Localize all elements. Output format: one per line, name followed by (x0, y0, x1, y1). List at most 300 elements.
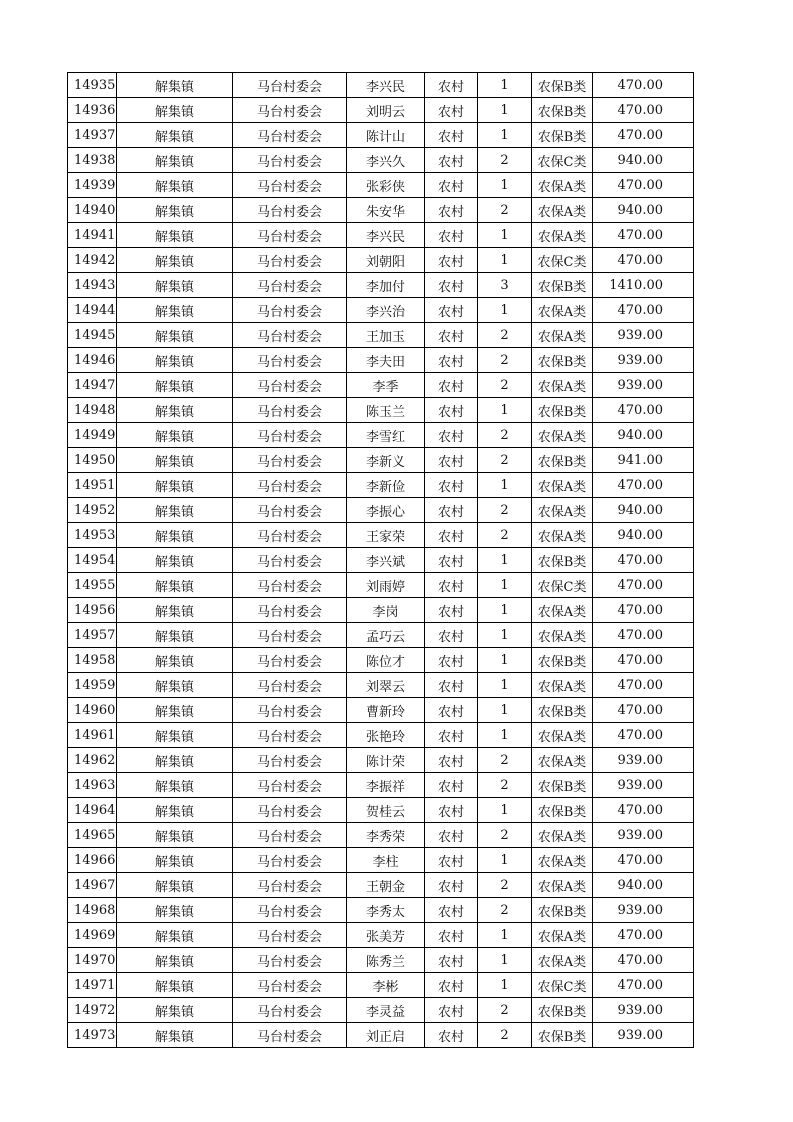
name-cell: 李夫田 (347, 348, 425, 373)
count-cell: 1 (478, 973, 532, 998)
table-row (68, 523, 694, 548)
town-cell: 解集镇 (117, 248, 233, 273)
amount-cell: 939.00 (593, 373, 694, 398)
table-row (68, 148, 694, 173)
count-cell: 1 (478, 848, 532, 873)
amount-cell: 470.00 (593, 398, 694, 423)
row-number: 14946 (68, 348, 117, 373)
amount-cell: 470.00 (593, 623, 694, 648)
village-cell: 马台村委会 (233, 248, 347, 273)
area-type-cell: 农村 (425, 898, 478, 923)
name-cell: 李加付 (347, 273, 425, 298)
town-cell: 解集镇 (117, 723, 233, 748)
category-cell: 农保A类 (532, 923, 593, 948)
name-cell: 李雪红 (347, 423, 425, 448)
village-cell: 马台村委会 (233, 748, 347, 773)
village-cell: 马台村委会 (233, 423, 347, 448)
table-row (68, 823, 694, 848)
name-cell: 李兴治 (347, 298, 425, 323)
area-type-cell: 农村 (425, 148, 478, 173)
town-cell: 解集镇 (117, 348, 233, 373)
category-cell: 农保B类 (532, 98, 593, 123)
town-cell: 解集镇 (117, 573, 233, 598)
table-row (68, 73, 694, 98)
name-cell: 李兴久 (347, 148, 425, 173)
row-number: 14942 (68, 248, 117, 273)
amount-cell: 939.00 (593, 748, 694, 773)
count-cell: 2 (478, 323, 532, 348)
village-cell: 马台村委会 (233, 773, 347, 798)
amount-cell: 940.00 (593, 423, 694, 448)
table-row (68, 323, 694, 348)
town-cell: 解集镇 (117, 498, 233, 523)
town-cell: 解集镇 (117, 898, 233, 923)
name-cell: 张艳玲 (347, 723, 425, 748)
amount-cell: 470.00 (593, 573, 694, 598)
area-type-cell: 农村 (425, 873, 478, 898)
town-cell: 解集镇 (117, 998, 233, 1023)
name-cell: 刘正启 (347, 1023, 425, 1048)
name-cell: 王家荣 (347, 523, 425, 548)
area-type-cell: 农村 (425, 673, 478, 698)
category-cell: 农保A类 (532, 323, 593, 348)
area-type-cell: 农村 (425, 598, 478, 623)
area-type-cell: 农村 (425, 848, 478, 873)
village-cell: 马台村委会 (233, 273, 347, 298)
category-cell: 农保B类 (532, 348, 593, 373)
amount-cell: 470.00 (593, 648, 694, 673)
row-number: 14936 (68, 98, 117, 123)
amount-cell: 470.00 (593, 123, 694, 148)
count-cell: 3 (478, 273, 532, 298)
row-number: 14944 (68, 298, 117, 323)
count-cell: 1 (478, 473, 532, 498)
area-type-cell: 农村 (425, 998, 478, 1023)
category-cell: 农保B类 (532, 273, 593, 298)
amount-cell: 470.00 (593, 973, 694, 998)
name-cell: 李岗 (347, 598, 425, 623)
town-cell: 解集镇 (117, 773, 233, 798)
category-cell: 农保A类 (532, 298, 593, 323)
town-cell: 解集镇 (117, 548, 233, 573)
village-cell: 马台村委会 (233, 698, 347, 723)
category-cell: 农保A类 (532, 848, 593, 873)
town-cell: 解集镇 (117, 273, 233, 298)
town-cell: 解集镇 (117, 923, 233, 948)
amount-cell: 470.00 (593, 248, 694, 273)
row-number: 14949 (68, 423, 117, 448)
category-cell: 农保A类 (532, 198, 593, 223)
row-number: 14940 (68, 198, 117, 223)
village-cell: 马台村委会 (233, 723, 347, 748)
name-cell: 李振心 (347, 498, 425, 523)
row-number: 14951 (68, 473, 117, 498)
village-cell: 马台村委会 (233, 648, 347, 673)
amount-cell: 939.00 (593, 773, 694, 798)
name-cell: 陈计山 (347, 123, 425, 148)
name-cell: 李柱 (347, 848, 425, 873)
amount-cell: 470.00 (593, 98, 694, 123)
category-cell: 农保A类 (532, 598, 593, 623)
amount-cell: 940.00 (593, 523, 694, 548)
area-type-cell: 农村 (425, 798, 478, 823)
row-number: 14948 (68, 398, 117, 423)
row-number: 14963 (68, 773, 117, 798)
name-cell: 陈计荣 (347, 748, 425, 773)
category-cell: 农保B类 (532, 898, 593, 923)
area-type-cell: 农村 (425, 523, 478, 548)
table-row (68, 248, 694, 273)
table-row (68, 873, 694, 898)
table-row (68, 923, 694, 948)
count-cell: 1 (478, 723, 532, 748)
count-cell: 1 (478, 648, 532, 673)
category-cell: 农保B类 (532, 73, 593, 98)
amount-cell: 470.00 (593, 723, 694, 748)
area-type-cell: 农村 (425, 1023, 478, 1048)
name-cell: 陈玉兰 (347, 398, 425, 423)
name-cell: 李兴斌 (347, 548, 425, 573)
name-cell: 陈位才 (347, 648, 425, 673)
row-number: 14950 (68, 448, 117, 473)
town-cell: 解集镇 (117, 223, 233, 248)
count-cell: 2 (478, 823, 532, 848)
category-cell: 农保C类 (532, 148, 593, 173)
amount-cell: 470.00 (593, 948, 694, 973)
row-number: 14952 (68, 498, 117, 523)
village-cell: 马台村委会 (233, 973, 347, 998)
category-cell: 农保B类 (532, 773, 593, 798)
town-cell: 解集镇 (117, 198, 233, 223)
row-number: 14970 (68, 948, 117, 973)
area-type-cell: 农村 (425, 648, 478, 673)
name-cell: 李兴民 (347, 223, 425, 248)
area-type-cell: 农村 (425, 573, 478, 598)
area-type-cell: 农村 (425, 448, 478, 473)
table-row (68, 298, 694, 323)
amount-cell: 470.00 (593, 673, 694, 698)
village-cell: 马台村委会 (233, 323, 347, 348)
town-cell: 解集镇 (117, 948, 233, 973)
count-cell: 1 (478, 73, 532, 98)
area-type-cell: 农村 (425, 173, 478, 198)
area-type-cell: 农村 (425, 323, 478, 348)
village-cell: 马台村委会 (233, 73, 347, 98)
area-type-cell: 农村 (425, 198, 478, 223)
name-cell: 张彩侠 (347, 173, 425, 198)
village-cell: 马台村委会 (233, 373, 347, 398)
row-number: 14971 (68, 973, 117, 998)
table-body (68, 73, 694, 1048)
village-cell: 马台村委会 (233, 448, 347, 473)
table-row (68, 848, 694, 873)
area-type-cell: 农村 (425, 923, 478, 948)
count-cell: 2 (478, 873, 532, 898)
town-cell: 解集镇 (117, 373, 233, 398)
table-row (68, 1023, 694, 1048)
row-number: 14960 (68, 698, 117, 723)
count-cell: 2 (478, 423, 532, 448)
category-cell: 农保B类 (532, 648, 593, 673)
amount-cell: 940.00 (593, 198, 694, 223)
area-type-cell: 农村 (425, 723, 478, 748)
name-cell: 李灵益 (347, 998, 425, 1023)
table-row (68, 623, 694, 648)
category-cell: 农保C类 (532, 573, 593, 598)
town-cell: 解集镇 (117, 973, 233, 998)
count-cell: 2 (478, 498, 532, 523)
town-cell: 解集镇 (117, 448, 233, 473)
amount-cell: 470.00 (593, 698, 694, 723)
row-number: 14964 (68, 798, 117, 823)
area-type-cell: 农村 (425, 298, 478, 323)
count-cell: 1 (478, 123, 532, 148)
town-cell: 解集镇 (117, 323, 233, 348)
town-cell: 解集镇 (117, 423, 233, 448)
town-cell: 解集镇 (117, 798, 233, 823)
amount-cell: 939.00 (593, 1023, 694, 1048)
area-type-cell: 农村 (425, 773, 478, 798)
town-cell: 解集镇 (117, 73, 233, 98)
village-cell: 马台村委会 (233, 298, 347, 323)
row-number: 14955 (68, 573, 117, 598)
name-cell: 王加玉 (347, 323, 425, 348)
row-number: 14968 (68, 898, 117, 923)
count-cell: 1 (478, 223, 532, 248)
village-cell: 马台村委会 (233, 123, 347, 148)
count-cell: 2 (478, 748, 532, 773)
row-number: 14947 (68, 373, 117, 398)
area-type-cell: 农村 (425, 423, 478, 448)
amount-cell: 470.00 (593, 298, 694, 323)
row-number: 14967 (68, 873, 117, 898)
count-cell: 1 (478, 948, 532, 973)
village-cell: 马台村委会 (233, 798, 347, 823)
area-type-cell: 农村 (425, 273, 478, 298)
town-cell: 解集镇 (117, 648, 233, 673)
table-row (68, 798, 694, 823)
name-cell: 王朝金 (347, 873, 425, 898)
table-row (68, 198, 694, 223)
area-type-cell: 农村 (425, 548, 478, 573)
town-cell: 解集镇 (117, 98, 233, 123)
category-cell: 农保A类 (532, 723, 593, 748)
table-row (68, 773, 694, 798)
table-row (68, 573, 694, 598)
count-cell: 2 (478, 523, 532, 548)
count-cell: 1 (478, 98, 532, 123)
category-cell: 农保B类 (532, 123, 593, 148)
village-cell: 马台村委会 (233, 198, 347, 223)
category-cell: 农保B类 (532, 448, 593, 473)
count-cell: 2 (478, 373, 532, 398)
row-number: 14961 (68, 723, 117, 748)
name-cell: 张美芳 (347, 923, 425, 948)
town-cell: 解集镇 (117, 523, 233, 548)
area-type-cell: 农村 (425, 398, 478, 423)
amount-cell: 940.00 (593, 873, 694, 898)
category-cell: 农保C类 (532, 248, 593, 273)
village-cell: 马台村委会 (233, 523, 347, 548)
count-cell: 1 (478, 923, 532, 948)
name-cell: 朱安华 (347, 198, 425, 223)
row-number: 14958 (68, 648, 117, 673)
category-cell: 农保A类 (532, 498, 593, 523)
amount-cell: 470.00 (593, 223, 694, 248)
category-cell: 农保B类 (532, 798, 593, 823)
row-number: 14969 (68, 923, 117, 948)
count-cell: 2 (478, 898, 532, 923)
town-cell: 解集镇 (117, 848, 233, 873)
area-type-cell: 农村 (425, 248, 478, 273)
amount-cell: 470.00 (593, 798, 694, 823)
row-number: 14939 (68, 173, 117, 198)
amount-cell: 1410.00 (593, 273, 694, 298)
count-cell: 2 (478, 348, 532, 373)
village-cell: 马台村委会 (233, 1023, 347, 1048)
table-row (68, 648, 694, 673)
name-cell: 孟巧云 (347, 623, 425, 648)
table-row (68, 498, 694, 523)
category-cell: 农保A类 (532, 423, 593, 448)
town-cell: 解集镇 (117, 1023, 233, 1048)
area-type-cell: 农村 (425, 623, 478, 648)
category-cell: 农保A类 (532, 473, 593, 498)
town-cell: 解集镇 (117, 823, 233, 848)
count-cell: 2 (478, 148, 532, 173)
count-cell: 2 (478, 773, 532, 798)
amount-cell: 470.00 (593, 598, 694, 623)
name-cell: 刘明云 (347, 98, 425, 123)
area-type-cell: 农村 (425, 698, 478, 723)
row-number: 14938 (68, 148, 117, 173)
row-number: 14953 (68, 523, 117, 548)
table-row (68, 98, 694, 123)
amount-cell: 940.00 (593, 148, 694, 173)
village-cell: 马台村委会 (233, 898, 347, 923)
table-row (68, 673, 694, 698)
table-row (68, 723, 694, 748)
village-cell: 马台村委会 (233, 348, 347, 373)
village-cell: 马台村委会 (233, 598, 347, 623)
amount-cell: 941.00 (593, 448, 694, 473)
village-cell: 马台村委会 (233, 148, 347, 173)
count-cell: 1 (478, 673, 532, 698)
amount-cell: 939.00 (593, 348, 694, 373)
village-cell: 马台村委会 (233, 498, 347, 523)
village-cell: 马台村委会 (233, 398, 347, 423)
amount-cell: 470.00 (593, 848, 694, 873)
row-number: 14943 (68, 273, 117, 298)
table-row (68, 223, 694, 248)
count-cell: 1 (478, 548, 532, 573)
village-cell: 马台村委会 (233, 923, 347, 948)
table-row (68, 473, 694, 498)
table-row (68, 448, 694, 473)
town-cell: 解集镇 (117, 148, 233, 173)
table-row (68, 173, 694, 198)
table-row (68, 698, 694, 723)
count-cell: 2 (478, 998, 532, 1023)
row-number: 14973 (68, 1023, 117, 1048)
name-cell: 李振祥 (347, 773, 425, 798)
row-number: 14972 (68, 998, 117, 1023)
town-cell: 解集镇 (117, 398, 233, 423)
count-cell: 1 (478, 248, 532, 273)
category-cell: 农保A类 (532, 673, 593, 698)
category-cell: 农保A类 (532, 223, 593, 248)
town-cell: 解集镇 (117, 623, 233, 648)
village-cell: 马台村委会 (233, 98, 347, 123)
name-cell: 李季 (347, 373, 425, 398)
category-cell: 农保B类 (532, 548, 593, 573)
row-number: 14945 (68, 323, 117, 348)
table-row (68, 373, 694, 398)
table-row (68, 973, 694, 998)
name-cell: 李新义 (347, 448, 425, 473)
count-cell: 1 (478, 598, 532, 623)
count-cell: 1 (478, 173, 532, 198)
village-cell: 马台村委会 (233, 998, 347, 1023)
category-cell: 农保A类 (532, 823, 593, 848)
table-row (68, 748, 694, 773)
town-cell: 解集镇 (117, 598, 233, 623)
area-type-cell: 农村 (425, 473, 478, 498)
category-cell: 农保A类 (532, 748, 593, 773)
row-number: 14941 (68, 223, 117, 248)
village-cell: 马台村委会 (233, 848, 347, 873)
count-cell: 1 (478, 573, 532, 598)
row-number: 14962 (68, 748, 117, 773)
area-type-cell: 农村 (425, 98, 478, 123)
village-cell: 马台村委会 (233, 473, 347, 498)
amount-cell: 939.00 (593, 898, 694, 923)
row-number: 14959 (68, 673, 117, 698)
name-cell: 刘雨婷 (347, 573, 425, 598)
table-row (68, 898, 694, 923)
amount-cell: 939.00 (593, 823, 694, 848)
row-number: 14935 (68, 73, 117, 98)
amount-cell: 470.00 (593, 173, 694, 198)
village-cell: 马台村委会 (233, 223, 347, 248)
name-cell: 刘翠云 (347, 673, 425, 698)
table-row (68, 598, 694, 623)
name-cell: 曹新玲 (347, 698, 425, 723)
town-cell: 解集镇 (117, 173, 233, 198)
amount-cell: 940.00 (593, 498, 694, 523)
count-cell: 2 (478, 448, 532, 473)
name-cell: 贺桂云 (347, 798, 425, 823)
category-cell: 农保B类 (532, 998, 593, 1023)
amount-cell: 470.00 (593, 73, 694, 98)
town-cell: 解集镇 (117, 473, 233, 498)
area-type-cell: 农村 (425, 748, 478, 773)
table-row (68, 548, 694, 573)
name-cell: 李新俭 (347, 473, 425, 498)
count-cell: 1 (478, 623, 532, 648)
village-cell: 马台村委会 (233, 173, 347, 198)
name-cell: 李秀太 (347, 898, 425, 923)
table-row (68, 348, 694, 373)
village-cell: 马台村委会 (233, 623, 347, 648)
category-cell: 农保B类 (532, 698, 593, 723)
area-type-cell: 农村 (425, 123, 478, 148)
area-type-cell: 农村 (425, 373, 478, 398)
area-type-cell: 农村 (425, 348, 478, 373)
town-cell: 解集镇 (117, 298, 233, 323)
amount-cell: 939.00 (593, 323, 694, 348)
town-cell: 解集镇 (117, 123, 233, 148)
